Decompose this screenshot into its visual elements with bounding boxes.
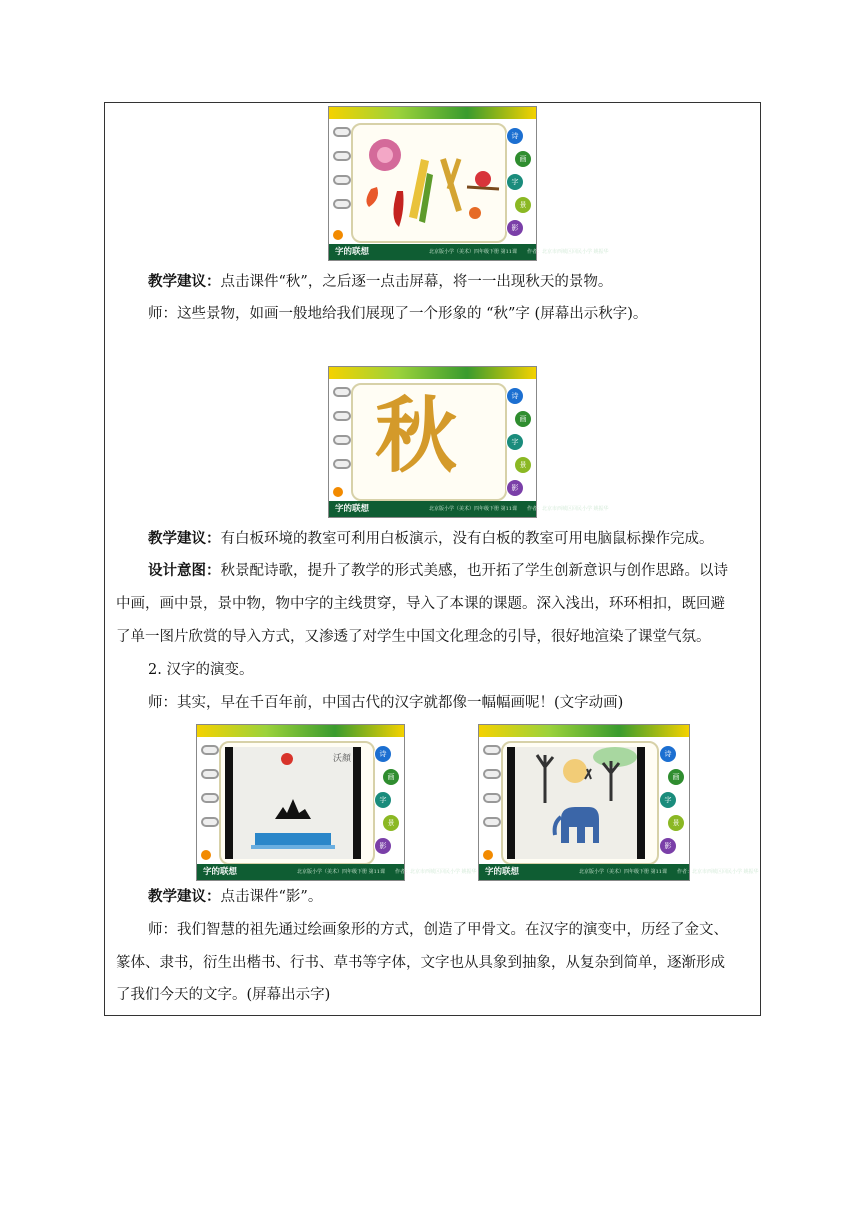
paragraph-design-intent-line1	[148, 560, 728, 582]
paragraph-teacher-2	[148, 692, 623, 714]
slide-nav-buttons	[506, 127, 532, 242]
autumn-objects-illustration	[359, 129, 499, 237]
slide-meta: 北京版小学（美术）四年级下册 第11课 作者：北京市西城区回民小学 姚振华	[579, 869, 759, 875]
slide-orange-dot-icon	[483, 850, 493, 860]
text-teacher-2: 师：其实，早在千百年前，中国古代的汉字就都像一幅幅画呢！(文字动画)	[148, 695, 624, 711]
video-border-right	[353, 747, 361, 859]
slide-button-zi[interactable]: 字	[506, 433, 524, 451]
paragraph-suggestion-1	[148, 271, 612, 293]
slide-top-banner	[479, 725, 689, 737]
video-border-left	[507, 747, 515, 859]
paragraph-design-intent-line3	[116, 626, 711, 648]
slide-top-banner	[329, 367, 536, 379]
slide-button-ying[interactable]: 影	[659, 837, 677, 855]
slide-button-ying[interactable]: 影	[506, 219, 524, 237]
text-design-intent-2: 中画，画中景，景中物，物中字的主线贯穿，导入了本课的课题。深入浅出，环环相扣，既回避	[116, 596, 725, 612]
slide-button-zi[interactable]: 字	[659, 791, 677, 809]
paragraph-teacher-3-line3	[116, 984, 330, 1006]
slide-nav-buttons	[659, 745, 685, 860]
slide-nav-buttons	[506, 387, 532, 502]
slide-button-hua[interactable]: 画	[514, 410, 532, 428]
slide-nav-buttons	[374, 745, 400, 860]
slide-button-zi[interactable]: 字	[374, 791, 392, 809]
text-suggestion-3: 点击课件“影”。	[220, 889, 323, 905]
slide-button-shi[interactable]: 诗	[374, 745, 392, 763]
slide-top-banner	[197, 725, 404, 737]
slide-thumbnail-autumn-objects	[328, 106, 609, 261]
paragraph-teacher-1	[148, 303, 647, 325]
autumn-character-glyph: 秋	[375, 388, 458, 484]
label-suggestion: 教学建议：	[148, 273, 221, 290]
label-suggestion: 教学建议：	[148, 530, 221, 547]
slide-orange-dot-icon	[201, 850, 211, 860]
text-teacher-3-1: 师：我们智慧的祖先通过绘画象形的方式，创造了甲骨文。在汉字的演变中，历经了金文、	[148, 922, 728, 938]
label-design-intent: 设计意图：	[148, 562, 221, 579]
slide-brand: 字的联想	[203, 867, 238, 877]
binder-rings	[483, 745, 499, 841]
slide-button-ying[interactable]: 影	[374, 837, 392, 855]
slide-button-shi[interactable]: 诗	[506, 127, 524, 145]
slide-meta: 北京版小学（美术）四年级下册 第11课 作者：北京市西城区回民小学 姚振华	[429, 506, 609, 512]
slide-button-ying[interactable]: 影	[506, 479, 524, 497]
slide-thumbnail-autumn-character	[328, 366, 609, 518]
slide-footer	[329, 501, 609, 517]
slide-orange-dot-icon	[333, 487, 343, 497]
slide-brand: 字的联想	[335, 247, 370, 257]
paragraph-suggestion-3	[148, 886, 322, 908]
slide-brand: 字的联想	[485, 867, 520, 877]
slide-button-shi[interactable]: 诗	[506, 387, 524, 405]
text-teacher-3-2: 篆体、隶书，衍生出楷书、行书、草书等字体，文字也从具象到抽象，从复杂到简单，逐渐形成	[116, 955, 725, 971]
text-design-intent-1: 秋景配诗歌，提升了教学的形式美感，也开拓了学生创新意识与创作思路。以诗	[220, 563, 728, 579]
slide-button-zi[interactable]: 字	[506, 173, 524, 191]
slide-top-banner	[329, 107, 536, 119]
slide-meta: 北京版小学（美术）四年级下册 第11课 作者：北京市西城区回民小学 姚振华	[429, 249, 609, 255]
paragraph-teacher-3-line2	[116, 952, 725, 974]
slide-button-jing[interactable]: 景	[382, 814, 400, 832]
slide-button-hua[interactable]: 画	[514, 150, 532, 168]
slide-orange-dot-icon	[333, 230, 343, 240]
slide-button-jing[interactable]: 景	[514, 196, 532, 214]
binder-rings	[333, 127, 349, 223]
slide-meta: 北京版小学（美术）四年级下册 第11课 作者：北京市西城区回民小学 姚振华	[297, 869, 477, 875]
paragraph-suggestion-2	[148, 528, 714, 550]
paragraph-teacher-3-line1	[148, 919, 728, 941]
trees-elephant-animation	[515, 747, 637, 859]
slide-brand: 字的联想	[335, 504, 370, 514]
slide-button-hua[interactable]: 画	[667, 768, 685, 786]
slide-thumbnail-animation-trees-elephant	[478, 724, 759, 881]
label-suggestion: 教学建议：	[148, 888, 221, 905]
slide-button-jing[interactable]: 景	[667, 814, 685, 832]
text-section-heading: 2. 汉字的演变。	[148, 662, 254, 678]
slide-button-hua[interactable]: 画	[382, 768, 400, 786]
slide-thumbnail-animation-mountain	[196, 724, 477, 881]
animation-watermark: 沃顏	[333, 754, 352, 764]
text-suggestion-2: 有白板环境的教室可利用白板演示，没有白板的教室可用电脑鼠标操作完成。	[220, 531, 714, 547]
binder-rings	[201, 745, 217, 841]
text-design-intent-3: 了单一图片欣赏的导入方式，又渗透了对学生中国文化理念的引导，很好地渲染了课堂气氛。	[116, 629, 711, 645]
text-teacher-3-3: 了我们今天的文字。(屏幕出示字)	[116, 987, 331, 1003]
slide-footer	[197, 864, 477, 880]
slide-footer	[479, 864, 759, 880]
section-heading-evolution	[148, 659, 253, 681]
text-teacher-1: 师：这些景物，如画一般地给我们展现了一个形象的 “秋”字 (屏幕出示秋字)。	[148, 306, 648, 322]
slide-button-jing[interactable]: 景	[514, 456, 532, 474]
slide-button-shi[interactable]: 诗	[659, 745, 677, 763]
text-suggestion-1: 点击课件“秋”，之后逐一点击屏幕，将一一出现秋天的景物。	[220, 274, 613, 290]
paragraph-design-intent-line2	[116, 593, 725, 615]
video-border-right	[637, 747, 645, 859]
slide-footer	[329, 244, 609, 260]
video-border-left	[225, 747, 233, 859]
binder-rings	[333, 387, 349, 483]
